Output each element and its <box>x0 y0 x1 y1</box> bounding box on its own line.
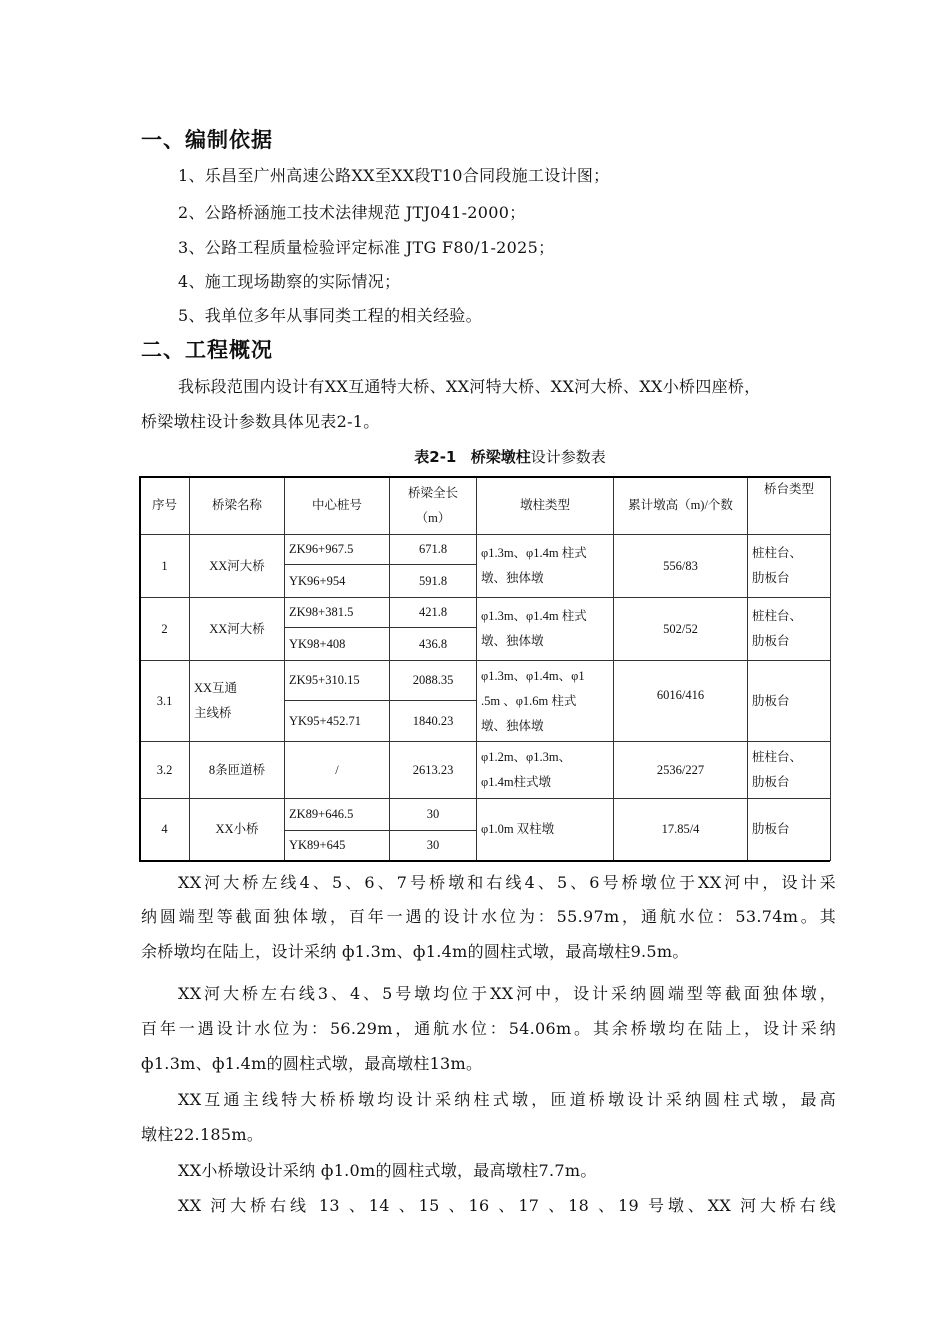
cell-station: YK96+954 <box>285 565 390 598</box>
overview-intro-line-2: 桥梁墩柱设计参数具体见表2-1。 <box>141 412 380 431</box>
cell-pier <box>477 598 614 661</box>
caption-rest: 设计参数表 <box>530 448 606 466</box>
paragraph-5-line-1: XX 河大桥右线 13 、14 、15 、16 、17 、18 、19 号墩、XX 河大桥右线 <box>178 1196 836 1215</box>
cell-height: 2536/227 <box>614 742 748 799</box>
cell-height: 556/83 <box>614 535 748 598</box>
cell-abutment-line: 桩柱台、 <box>752 546 803 560</box>
paragraph-2-line-3: ф1.3m、ф1.4m的圆柱式墩，最高墩柱13m。 <box>141 1054 483 1073</box>
caption-bold: 桥梁墩柱 <box>470 448 531 466</box>
section-heading-basis: 一、编制依据 <box>141 128 273 152</box>
cell-no: 2 <box>140 598 190 661</box>
cell-station: YK95+452.71 <box>285 701 390 742</box>
cell-pier <box>477 661 614 742</box>
cell-height: 6016/416 <box>614 661 748 742</box>
cell-length: 436.8 <box>390 628 477 661</box>
cell-name: XX小桥 <box>190 799 285 861</box>
table-row <box>140 661 831 701</box>
table-header-row <box>140 477 831 535</box>
header-no: 序号 <box>140 477 190 535</box>
cell-abutment-line: 肋板台 <box>752 634 790 648</box>
cell-length: 30 <box>390 831 477 861</box>
paragraph-3-line-2: 墩柱22.185m。 <box>141 1125 264 1144</box>
cell-abutment-line: 肋板台 <box>752 571 790 585</box>
cell-abutment <box>748 598 831 661</box>
cell-pier-line: φ1.3m、φ1.4m 柱式 <box>481 546 587 560</box>
header-pier: 墩柱类型 <box>477 477 614 535</box>
paragraph-1-line-3: 余桥墩均在陆上，设计采纳 ф1.3m、ф1.4m的圆柱式墩，最高墩柱9.5m。 <box>141 942 689 961</box>
cell-station: YK89+645 <box>285 831 390 861</box>
paragraph-3-line-1: XX互通主线特大桥桥墩均设计采纳柱式墩，匝道桥墩设计采纳圆柱式墩，最高 <box>178 1090 836 1109</box>
cell-pier-line: .5m 、φ1.6m 柱式 <box>481 693 577 708</box>
cell-length: 30 <box>390 799 477 831</box>
cell-station: ZK98+381.5 <box>285 598 390 628</box>
cell-name-line: 主线桥 <box>194 706 232 720</box>
paragraph-4-line-1: XX小桥墩设计采纳 ф1.0m的圆柱式墩，最高墩柱7.7m。 <box>178 1161 597 1180</box>
cell-pier: φ1.0m 双柱墩 <box>477 799 614 861</box>
basis-item-3: 3、公路工程质量检验评定标准 JTG F80/1-2025； <box>178 238 555 257</box>
cell-abutment: 肋板台 <box>748 661 831 742</box>
cell-pier-line: φ1.2m、φ1.3m、 <box>481 750 572 764</box>
paragraph-2-line-1: XX河大桥左右线3、4、5号墩均位于XX河中，设计采纳圆端型等截面独体墩， <box>178 984 836 1003</box>
table-row <box>140 742 831 799</box>
cell-pier-line: φ1.4m柱式墩 <box>481 775 552 789</box>
basis-item-2: 2、公路桥涵施工技术法律规范 JTJ041-2000； <box>178 203 526 222</box>
header-station: 中心桩号 <box>285 477 390 535</box>
cell-abutment: 肋板台 <box>748 799 831 861</box>
cell-length: 671.8 <box>390 535 477 565</box>
table-row <box>140 535 831 565</box>
header-name: 桥梁名称 <box>190 477 285 535</box>
cell-name: XX河大桥 <box>190 535 285 598</box>
cell-no: 1 <box>140 535 190 598</box>
cell-pier-line: φ1.3m、φ1.4m 柱式 <box>481 609 587 623</box>
cell-abutment <box>748 742 831 799</box>
cell-length: 2613.23 <box>390 742 477 799</box>
cell-length: 2088.35 <box>390 661 477 701</box>
header-length <box>390 477 477 535</box>
basis-item-5: 5、我单位多年从事同类工程的相关经验。 <box>178 306 482 325</box>
cell-abutment-line: 桩柱台、 <box>752 609 803 623</box>
section-heading-overview: 二、工程概况 <box>141 338 273 362</box>
cell-pier-line: φ1.3m、φ1.4m、φ1 <box>481 668 585 683</box>
cell-height: 502/52 <box>614 598 748 661</box>
paragraph-1-line-2: 纳圆端型等截面独体墩，百年一遇的设计水位为：55.97m，通航水位：53.74m。其 <box>141 907 836 926</box>
cell-name-line: XX互通 <box>194 681 238 695</box>
caption-number: 表2-1 <box>414 448 457 466</box>
cell-length: 421.8 <box>390 598 477 628</box>
cell-pier <box>477 535 614 598</box>
cell-abutment-line: 桩柱台、 <box>752 750 803 764</box>
header-length-label: 桥梁全长 <box>407 485 458 500</box>
cell-station: / <box>285 742 390 799</box>
cell-pier <box>477 742 614 799</box>
cell-no: 3.2 <box>140 742 190 799</box>
header-abutment: 桥台类型 <box>748 477 831 535</box>
paragraph-1-line-1: XX河大桥左线4、5、6、7号桥墩和右线4、5、6号桥墩位于XX河中，设计采 <box>178 873 836 892</box>
cell-abutment <box>748 535 831 598</box>
cell-station: ZK89+646.5 <box>285 799 390 831</box>
pier-parameter-table <box>139 476 831 861</box>
paragraph-2-line-2: 百年一遇设计水位为：56.29m，通航水位：54.06m。其余桥墩均在陆上，设计采纳 <box>141 1019 836 1038</box>
basis-item-1: 1、乐昌至广州高速公路XX至XX段T10合同段施工设计图； <box>178 166 610 185</box>
cell-pier-line: 墩、独体墩 <box>481 718 544 733</box>
table-caption <box>0 446 950 467</box>
cell-station: ZK96+967.5 <box>285 535 390 565</box>
header-length-unit: （m） <box>415 510 451 525</box>
cell-name: XX河大桥 <box>190 598 285 661</box>
cell-station: ZK95+310.15 <box>285 661 390 701</box>
table-row <box>140 799 831 831</box>
cell-name: 8条匝道桥 <box>190 742 285 799</box>
cell-pier-line: 墩、独体墩 <box>481 634 544 648</box>
cell-pier-line: 墩、独体墩 <box>481 571 544 585</box>
cell-no: 4 <box>140 799 190 861</box>
cell-name <box>190 661 285 742</box>
cell-station: YK98+408 <box>285 628 390 661</box>
cell-length: 1840.23 <box>390 701 477 742</box>
overview-intro-line-1: 我标段范围内设计有XX互通特大桥、XX河特大桥、XX河大桥、XX小桥四座桥， <box>178 377 761 396</box>
cell-abutment-line: 肋板台 <box>752 775 790 789</box>
cell-no: 3.1 <box>140 661 190 742</box>
cell-length: 591.8 <box>390 565 477 598</box>
table-row <box>140 598 831 628</box>
header-height: 累计墩高（m)/个数 <box>614 477 748 535</box>
cell-height: 17.85/4 <box>614 799 748 861</box>
basis-item-4: 4、施工现场勘察的实际情况； <box>178 272 401 291</box>
